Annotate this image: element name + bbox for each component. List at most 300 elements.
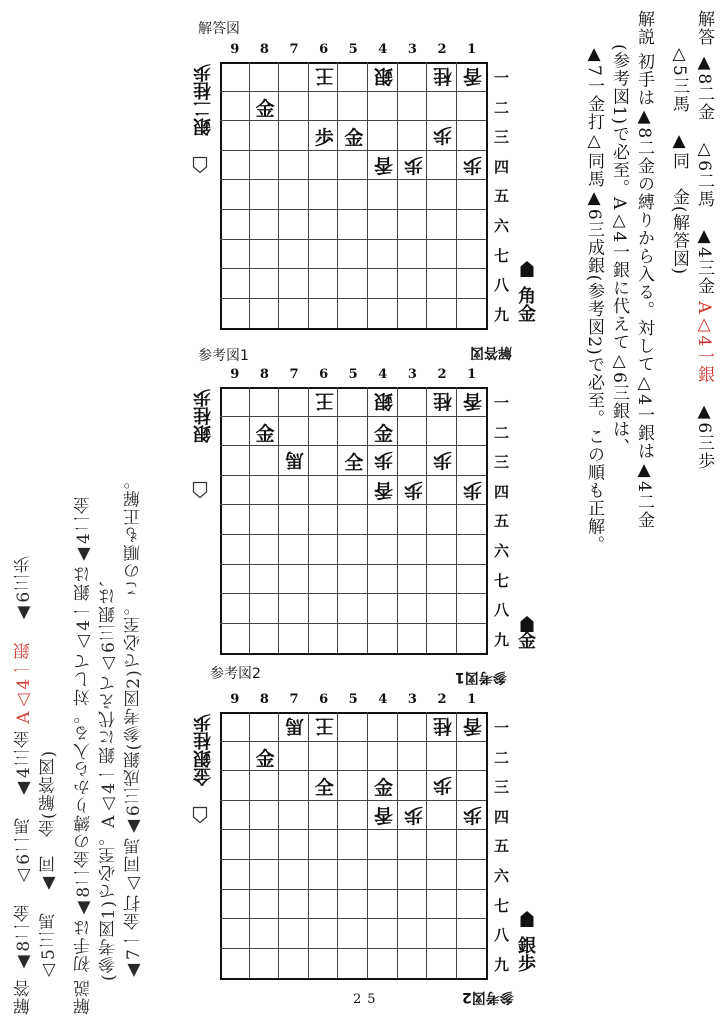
rank-number: 九 [494, 955, 510, 974]
commentary-segment: ▲6三歩 [14, 554, 34, 642]
board-square [457, 830, 487, 860]
commentary-column [72, 496, 96, 1015]
board-square [220, 801, 250, 831]
bleed-caption-ref2: 参考図2 [462, 989, 514, 1005]
board-square [398, 919, 428, 949]
board-square [309, 446, 339, 476]
file-number: 6 [319, 42, 329, 57]
board-square [368, 919, 398, 949]
gote-piece: 歩 [433, 124, 453, 147]
file-number: 8 [259, 42, 269, 57]
commentary-segment: 解答 ▲8二金 △6二馬 ▲4三金 [14, 723, 34, 1015]
board-square [279, 505, 309, 535]
commentary-column [582, 44, 606, 554]
board-square [338, 949, 368, 979]
board-square [368, 210, 398, 240]
commentary-column [122, 471, 146, 981]
board-square [368, 594, 398, 624]
board-square [250, 151, 280, 181]
board-square [309, 594, 339, 624]
sente-turn-icon [519, 260, 535, 282]
board-square [309, 476, 339, 506]
board-square [398, 240, 428, 270]
rank-number: 五 [494, 512, 510, 531]
sente-hand-pieces: 金 [515, 631, 536, 649]
board-square [309, 417, 339, 447]
board-square [427, 624, 457, 654]
file-number: 9 [230, 42, 240, 57]
gote-piece: 歩 [462, 478, 482, 501]
board-caption: 参考図1 [198, 348, 249, 364]
file-number: 7 [289, 42, 299, 57]
board-square [398, 624, 428, 654]
gote-piece: 香 [462, 65, 482, 87]
file-number: 6 [319, 367, 329, 382]
rank-number: 八 [494, 926, 510, 945]
file-number: 6 [319, 692, 329, 707]
board-square [368, 269, 398, 299]
board-square [398, 269, 428, 299]
board-square [220, 121, 250, 151]
board-square [427, 860, 457, 890]
gote-turn-icon [192, 806, 208, 828]
board-square [398, 594, 428, 624]
board-square [250, 919, 280, 949]
board-square [368, 121, 398, 151]
rank-number: 三 [494, 128, 510, 147]
board-square [250, 801, 280, 831]
board-square [279, 535, 309, 565]
board-square [220, 210, 250, 240]
gote-piece: 馬 [285, 715, 305, 737]
gote-piece: 歩 [462, 803, 482, 826]
board-square [220, 476, 250, 506]
board-square [398, 92, 428, 122]
board-square [279, 860, 309, 890]
shogi-board [220, 62, 488, 330]
board-square [457, 860, 487, 890]
board-square [338, 624, 368, 654]
board-square [427, 801, 457, 831]
board-square [250, 210, 280, 240]
board-square [250, 446, 280, 476]
commentary-segment: △5三馬 ▲同 金(解答図) [669, 44, 689, 276]
gote-piece: 桂 [433, 715, 453, 737]
board-square [220, 919, 250, 949]
file-number: 7 [289, 367, 299, 382]
board-square [398, 565, 428, 595]
board-square [309, 624, 339, 654]
board-square [338, 890, 368, 920]
board-square [427, 535, 457, 565]
board-square [250, 269, 280, 299]
gote-piece: 香 [462, 715, 482, 737]
gote-piece: 歩 [374, 449, 394, 472]
board-square [427, 92, 457, 122]
commentary-segment: ▲7一金打△同馬▲6三成銀(参考図2)で必至。この順も正解。 [124, 471, 144, 981]
rank-number: 一 [494, 394, 510, 412]
board-square [250, 476, 280, 506]
board-square [220, 92, 250, 122]
file-number: 4 [378, 692, 388, 707]
board-square [220, 299, 250, 329]
board-square [398, 712, 428, 742]
board-square [457, 92, 487, 122]
commentary-column [632, 10, 656, 529]
board-square [250, 594, 280, 624]
board-square [368, 624, 398, 654]
board-square [279, 801, 309, 831]
gote-turn-icon [192, 156, 208, 178]
board-square [427, 240, 457, 270]
board-square [338, 269, 368, 299]
gote-hand-pieces: 銀二桂歩 [193, 64, 214, 136]
board-square [279, 476, 309, 506]
board-square [220, 269, 250, 299]
commentary-column [12, 555, 36, 1015]
board-caption: 解答図 [198, 21, 240, 37]
board-square [220, 387, 250, 417]
board-square [220, 594, 250, 624]
board-square [457, 180, 487, 210]
board-square [368, 712, 398, 742]
board-square [368, 505, 398, 535]
board-square [398, 180, 428, 210]
commentary-segment: ▲7一金打△同馬▲6三成銀(参考図2)で必至。この順も正解。 [584, 44, 604, 554]
board-square [279, 624, 309, 654]
gote-piece: 歩 [403, 478, 423, 501]
board-square [368, 299, 398, 329]
board-square [457, 121, 487, 151]
board-square [427, 299, 457, 329]
board-square [220, 62, 250, 92]
commentary-column [692, 10, 716, 470]
board-square [338, 594, 368, 624]
board-square [427, 417, 457, 447]
board-square [220, 240, 250, 270]
board-square [250, 299, 280, 329]
sente-piece: 金 [373, 777, 393, 800]
board-square [368, 830, 398, 860]
board-square [457, 446, 487, 476]
rank-number: 九 [494, 630, 510, 649]
board-square [279, 949, 309, 979]
commentary-column [607, 44, 631, 456]
board-square [338, 62, 368, 92]
gote-piece: 歩 [403, 153, 423, 176]
board-square [338, 417, 368, 447]
board-square [279, 62, 309, 92]
gote-piece: 桂 [433, 390, 453, 412]
board-square [398, 771, 428, 801]
board-square [368, 92, 398, 122]
board-square [309, 919, 339, 949]
rank-number: 四 [494, 157, 510, 176]
board-square [220, 860, 250, 890]
board-square [309, 830, 339, 860]
board-square [457, 890, 487, 920]
board-square [338, 919, 368, 949]
board-square [398, 387, 428, 417]
rank-number: 九 [494, 305, 510, 324]
board-square [398, 446, 428, 476]
gote-piece: 桂 [433, 65, 453, 87]
file-number: 2 [437, 367, 447, 382]
board-square [368, 565, 398, 595]
board-square [427, 476, 457, 506]
gote-hand-pieces: 金銀桂歩 [193, 714, 214, 786]
sente-piece: 金 [373, 422, 393, 445]
commentary-column [667, 44, 691, 275]
board-square [220, 712, 250, 742]
board-square [457, 299, 487, 329]
gote-piece: 銀 [374, 390, 394, 412]
board-square [309, 151, 339, 181]
commentary-segment: (参考図1)で必至。A△4一銀に代えて△6三銀は、 [99, 569, 119, 981]
commentary-segment: 解説 初手は▲8二金の縛りから入る。対して△4一銀は▲4二金 [634, 10, 654, 529]
file-number: 9 [230, 367, 240, 382]
bleed-caption-answer: 解答図 [470, 344, 512, 360]
commentary-segment: (参考図1)で必至。A△4一銀に代えて△6三銀は、 [609, 44, 629, 456]
gote-piece: 銀 [374, 65, 394, 87]
board-square [220, 890, 250, 920]
board-square [398, 860, 428, 890]
board-square [279, 771, 309, 801]
board-square [398, 535, 428, 565]
board-square [338, 180, 368, 210]
board-square [250, 180, 280, 210]
board-square [338, 299, 368, 329]
file-number: 5 [348, 367, 358, 382]
board-square [220, 771, 250, 801]
rank-number: 五 [494, 837, 510, 856]
rank-number: 二 [494, 98, 510, 117]
board-square [309, 299, 339, 329]
board-square [250, 565, 280, 595]
board-square [220, 949, 250, 979]
board-square [338, 476, 368, 506]
file-number: 3 [407, 42, 417, 57]
board-square [309, 269, 339, 299]
highlighted-move: A△4一銀 [14, 641, 34, 724]
gote-piece: 歩 [462, 153, 482, 176]
file-number: 1 [467, 42, 477, 57]
board-square [338, 210, 368, 240]
board-square [457, 535, 487, 565]
board-square [250, 830, 280, 860]
board-square [398, 742, 428, 772]
board-square [457, 505, 487, 535]
board-square [427, 210, 457, 240]
board-square [338, 387, 368, 417]
board-square [309, 860, 339, 890]
board-square [220, 505, 250, 535]
board-square [220, 535, 250, 565]
board-square [279, 240, 309, 270]
board-square [220, 742, 250, 772]
board-square [220, 151, 250, 181]
sente-piece: 金 [255, 97, 275, 120]
board-square [220, 446, 250, 476]
sente-hand-pieces: 角金 [515, 286, 536, 322]
rank-number: 二 [494, 423, 510, 442]
board-square [279, 417, 309, 447]
board-square [309, 949, 339, 979]
board-square [309, 890, 339, 920]
board-square [427, 742, 457, 772]
board-square [457, 949, 487, 979]
rank-number: 六 [494, 542, 510, 560]
board-square [250, 712, 280, 742]
board-square [457, 919, 487, 949]
board-square [427, 565, 457, 595]
board-square [338, 535, 368, 565]
board-square [457, 742, 487, 772]
gote-piece: 香 [374, 153, 394, 176]
rank-number: 三 [494, 453, 510, 472]
board-square [250, 505, 280, 535]
board-square [338, 712, 368, 742]
board-square [368, 860, 398, 890]
board-square [250, 860, 280, 890]
board-square [338, 151, 368, 181]
board-square [398, 949, 428, 979]
board-square [309, 180, 339, 210]
board-square [220, 180, 250, 210]
board-square [279, 92, 309, 122]
file-number: 4 [378, 367, 388, 382]
board-square [427, 505, 457, 535]
board-square [309, 535, 339, 565]
rank-number: 七 [494, 896, 510, 915]
rank-number: 六 [494, 867, 510, 885]
sente-piece: 金 [255, 422, 275, 445]
file-number: 1 [467, 692, 477, 707]
file-number: 5 [348, 692, 358, 707]
board-square [279, 151, 309, 181]
gote-piece: 歩 [403, 803, 423, 826]
file-number: 2 [437, 692, 447, 707]
board-square [398, 505, 428, 535]
board-square [220, 830, 250, 860]
sente-hand-pieces: 銀歩 [515, 936, 536, 972]
gote-piece: 香 [374, 803, 394, 826]
board-square [427, 151, 457, 181]
board-square [279, 830, 309, 860]
rank-number: 二 [494, 748, 510, 767]
file-number: 3 [407, 692, 417, 707]
commentary-column [97, 569, 121, 981]
commentary-column [37, 750, 61, 981]
board-square [279, 919, 309, 949]
rank-number: 七 [494, 246, 510, 265]
board-square [427, 830, 457, 860]
board-square [398, 121, 428, 151]
board-square [338, 830, 368, 860]
gote-piece: 歩 [433, 774, 453, 797]
board-square [457, 210, 487, 240]
board-square [427, 890, 457, 920]
gote-piece: 香 [462, 390, 482, 412]
rank-number: 四 [494, 807, 510, 826]
board-square [250, 240, 280, 270]
gote-piece: 王 [314, 390, 334, 412]
shogi-board [220, 387, 488, 655]
board-square [457, 565, 487, 595]
board-square [398, 830, 428, 860]
board-square [427, 180, 457, 210]
board-square [309, 565, 339, 595]
board-square [427, 594, 457, 624]
file-number: 9 [230, 692, 240, 707]
rank-number: 五 [494, 187, 510, 206]
board-caption: 参考図2 [210, 666, 261, 682]
board-square [427, 949, 457, 979]
board-square [250, 624, 280, 654]
board-square [279, 299, 309, 329]
gote-piece: 王 [314, 65, 334, 87]
board-square [250, 535, 280, 565]
commentary-segment: 解答 ▲8二金 △6二馬 ▲4三金 [694, 10, 714, 302]
bleed-through-commentary [12, 471, 144, 1015]
file-number: 8 [259, 692, 269, 707]
gote-piece: 馬 [285, 449, 305, 472]
board-square [220, 624, 250, 654]
commentary-segment: 解説 初手は▲8二金の縛りから入る。対して△4一銀は▲4二金 [74, 496, 94, 1015]
board-square [309, 240, 339, 270]
board-square [368, 949, 398, 979]
board-square [309, 92, 339, 122]
shogi-board [220, 712, 488, 980]
board-square [398, 210, 428, 240]
board-square [338, 565, 368, 595]
gote-hand-pieces: 銀桂歩 [193, 389, 214, 443]
board-square [279, 565, 309, 595]
board-square [250, 387, 280, 417]
board-square [309, 210, 339, 240]
board-square [368, 240, 398, 270]
file-number: 5 [348, 42, 358, 57]
sente-piece: 全 [344, 452, 364, 475]
board-square [338, 742, 368, 772]
board-square [309, 801, 339, 831]
board-square [220, 417, 250, 447]
board-square [279, 890, 309, 920]
board-square [457, 417, 487, 447]
sente-piece: 全 [314, 777, 334, 800]
board-square [338, 860, 368, 890]
file-number: 3 [407, 367, 417, 382]
board-square [338, 240, 368, 270]
board-square [368, 742, 398, 772]
sente-piece: 歩 [314, 127, 334, 150]
board-square [368, 890, 398, 920]
rank-number: 八 [494, 276, 510, 295]
board-square [338, 92, 368, 122]
page-number: 25 [353, 992, 382, 1007]
file-number: 1 [467, 367, 477, 382]
bleed-caption-ref1: 参考図1 [455, 669, 507, 685]
sente-piece: 金 [344, 127, 364, 150]
rank-number: 三 [494, 778, 510, 797]
board-square [457, 269, 487, 299]
board-square [427, 269, 457, 299]
board-square [398, 890, 428, 920]
file-number: 2 [437, 42, 447, 57]
rank-number: 四 [494, 482, 510, 501]
board-square [457, 240, 487, 270]
board-square [398, 299, 428, 329]
